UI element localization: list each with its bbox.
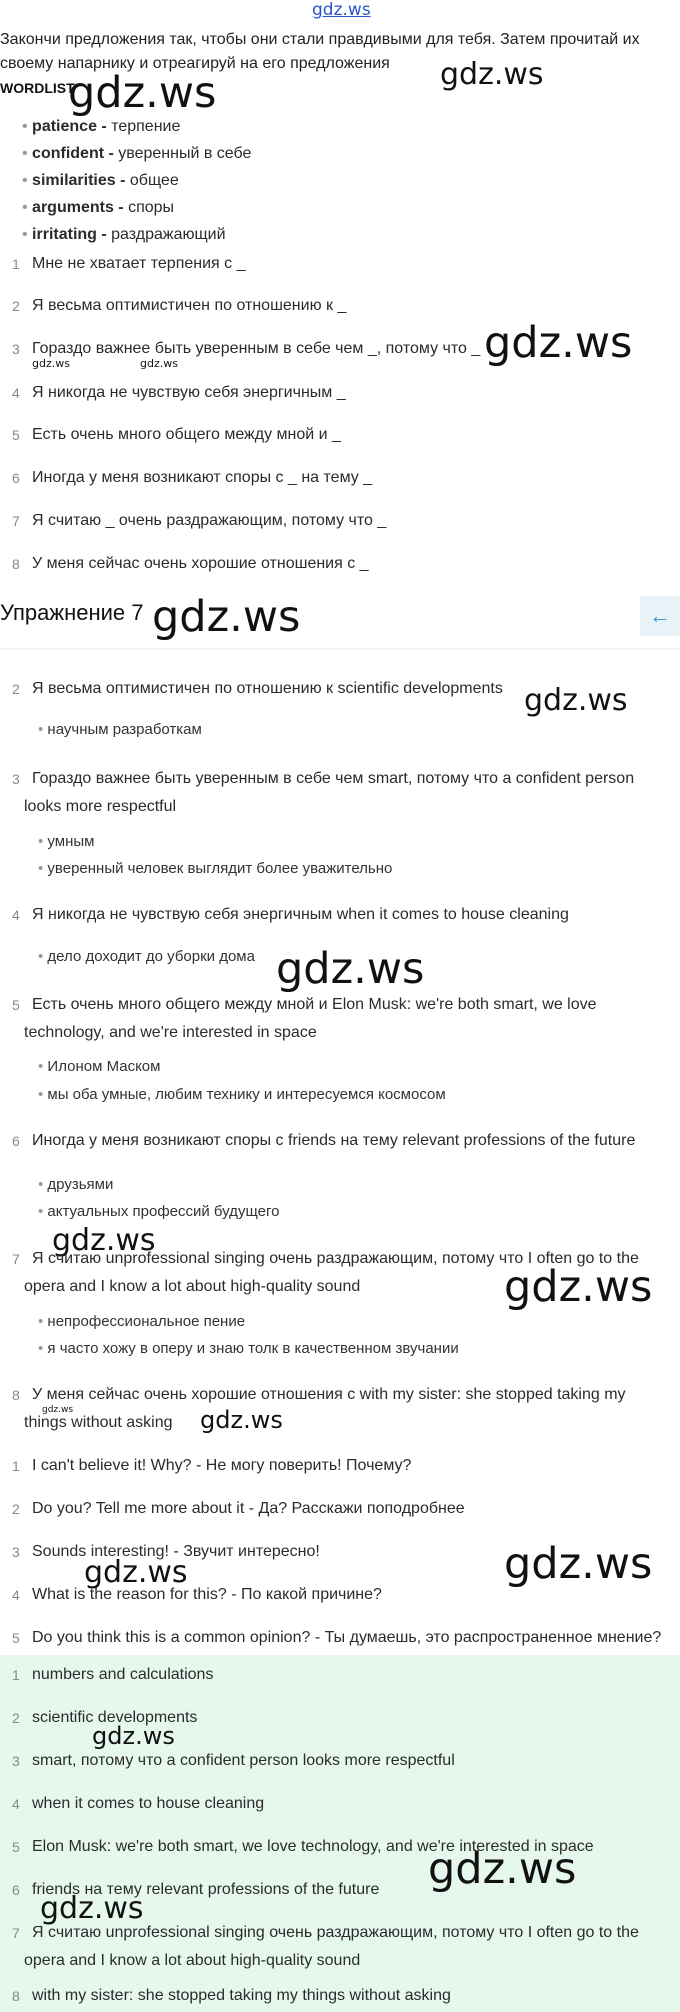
summary-line: opera and I know a lot about high-quality sound [24, 1952, 361, 1969]
watermark: gdz.ws [504, 1262, 653, 1312]
answer-number: 4 [12, 907, 20, 923]
task-sentence: Я никогда не чувствую себя энергичным _ [32, 384, 346, 401]
answer-line: technology, and we're interested in space [24, 1024, 317, 1041]
watermark: gdz.ws [440, 57, 544, 92]
summary-number: 7 [12, 1925, 20, 1941]
watermark-link[interactable]: gdz.ws [312, 0, 371, 20]
answer-translation: • дело доходит до уборки дома [38, 948, 255, 965]
summary-line: Elon Musk: we're both smart, we love technology, and we're interested in space [32, 1838, 594, 1855]
watermark: gdz.ws [200, 1406, 283, 1434]
answer-line: things without asking [24, 1414, 173, 1431]
summary-line: smart, потому что a confident person looks more respectful [32, 1752, 455, 1769]
watermark: gdz.ws [92, 1722, 175, 1750]
answer-line: Я никогда не чувствую себя энергичным when it comes to house cleaning [32, 906, 569, 923]
watermark: gdz.ws [68, 68, 217, 118]
response-number: 4 [12, 1587, 20, 1603]
wordlist-item: • irritating - раздражающий [22, 226, 226, 244]
task-sentence: Я весьма оптимистичен по отношению к _ [32, 297, 347, 314]
answer-number: 3 [12, 771, 20, 787]
task-sentence: Мне не хватает терпения с _ [32, 255, 246, 272]
task-sentence: Иногда у меня возникают споры с _ на тему _ [32, 469, 373, 486]
wordlist-title: WORDLIST [0, 80, 75, 96]
response-line: Sounds interesting! - Звучит интересно! [32, 1543, 320, 1560]
response-line: Do you? Tell me more about it - Да? Расскажи поподробнее [32, 1500, 465, 1517]
task-sentence: Я считаю _ очень раздражающим, потому что _ [32, 512, 387, 529]
summary-line: when it comes to house cleaning [32, 1795, 265, 1812]
summary-number: 4 [12, 1796, 20, 1812]
answer-number: 2 [12, 681, 20, 697]
answer-translation: • актуальных профессий будущего [38, 1203, 279, 1220]
answer-translation: • умным [38, 833, 94, 850]
sentence-number: 5 [12, 427, 20, 443]
answer-number: 6 [12, 1133, 20, 1149]
response-line: Do you think this is a common opinion? - Ты думаешь, это распространенное мнение? [32, 1629, 662, 1646]
watermark: gdz.ws [140, 357, 178, 370]
back-button[interactable] [640, 596, 680, 636]
answer-line: Я весьма оптимистичен по отношению к scientific developments [32, 680, 503, 697]
summary-line: friends на тему relevant professions of the future [32, 1881, 380, 1898]
answer-number: 7 [12, 1251, 20, 1267]
answer-line: У меня сейчас очень хорошие отношения с with my sister: she stopped taking my [32, 1386, 626, 1403]
summary-line: numbers and calculations [32, 1666, 214, 1683]
watermark: gdz.ws [504, 1539, 653, 1589]
sentence-number: 1 [12, 256, 20, 272]
response-line: I can't believe it! Why? - Не могу поверить! Почему? [32, 1457, 412, 1474]
sentence-number: 7 [12, 513, 20, 529]
exercise-heading: Упражнение 7 [0, 600, 144, 625]
summary-number: 8 [12, 1988, 20, 2004]
watermark: gdz.ws [32, 357, 70, 370]
wordlist-item: • confident - уверенный в себе [22, 145, 251, 163]
task-sentence: У меня сейчас очень хорошие отношения с _ [32, 555, 369, 572]
wordlist-item: • patience - терпение [22, 118, 180, 136]
answer-translation: • друзьями [38, 1176, 113, 1193]
watermark: gdz.ws [152, 592, 301, 642]
answer-line: Есть очень много общего между мной и Elon Musk: we're both smart, we love [32, 996, 597, 1013]
response-line: What is the reason for this? - По какой причине? [32, 1586, 382, 1603]
response-number: 2 [12, 1501, 20, 1517]
summary-line: scientific developments [32, 1709, 198, 1726]
watermark: gdz.ws [484, 318, 633, 368]
watermark: gdz.ws [40, 1891, 144, 1926]
watermark: gdz.ws [276, 944, 425, 994]
response-number: 5 [12, 1630, 20, 1646]
sentence-number: 2 [12, 298, 20, 314]
summary-number: 1 [12, 1667, 20, 1683]
answer-line: Гораздо важнее быть уверенным в себе чем smart, потому что a confident person [32, 770, 635, 787]
watermark: gdz.ws [42, 1405, 74, 1415]
answer-translation: • Илоном Маском [38, 1058, 160, 1075]
summary-number: 5 [12, 1839, 20, 1855]
task-sentence: Есть очень много общего между мной и _ [32, 426, 341, 443]
response-number: 1 [12, 1458, 20, 1474]
sentence-number: 3 [12, 341, 20, 357]
sentence-number: 6 [12, 470, 20, 486]
answer-translation: • я часто хожу в оперу и знаю толк в качественном звучании [38, 1340, 459, 1357]
answer-translation: • непрофессиональное пение [38, 1313, 245, 1330]
answer-line: Я считаю unprofessional singing очень раздражающим, потому что I often go to the [32, 1250, 639, 1267]
wordlist-item: • similarities - общее [22, 172, 179, 190]
sentence-number: 4 [12, 385, 20, 401]
response-number: 3 [12, 1544, 20, 1560]
answer-number: 5 [12, 997, 20, 1013]
answer-number: 8 [12, 1387, 20, 1403]
task-sentence: Гораздо важнее быть уверенным в себе чем _, потому что _ [32, 340, 481, 357]
instructions-text: Закончи предложения так, чтобы они стали правдивыми для тебя. Затем прочитай их своему напарнику и отреагируй на его предложения [0, 31, 640, 72]
answer-line: looks more respectful [24, 798, 177, 815]
summary-number: 6 [12, 1882, 20, 1898]
arrow-left-icon: ← [649, 603, 671, 628]
watermark: gdz.ws [84, 1555, 188, 1590]
sentence-number: 8 [12, 556, 20, 572]
summary-number: 3 [12, 1753, 20, 1769]
answer-translation: • уверенный человек выглядит более уважительно [38, 860, 392, 877]
answer-translation: • мы оба умные, любим технику и интересуемся космосом [38, 1086, 446, 1103]
answer-line: opera and I know a lot about high-quality sound [24, 1278, 361, 1295]
divider [0, 648, 680, 650]
wordlist-item: • arguments - споры [22, 199, 174, 217]
summary-line: with my sister: she stopped taking my things without asking [32, 1987, 451, 2004]
watermark: gdz.ws [524, 683, 628, 718]
summary-line: Я считаю unprofessional singing очень раздражающим, потому что I often go to the [32, 1924, 639, 1941]
summary-number: 2 [12, 1710, 20, 1726]
answer-line: Иногда у меня возникают споры с friends на тему relevant professions of the future [32, 1132, 636, 1149]
watermark: gdz.ws [428, 1844, 577, 1894]
watermark: gdz.ws [52, 1223, 156, 1258]
answer-translation: • научным разработкам [38, 721, 202, 738]
